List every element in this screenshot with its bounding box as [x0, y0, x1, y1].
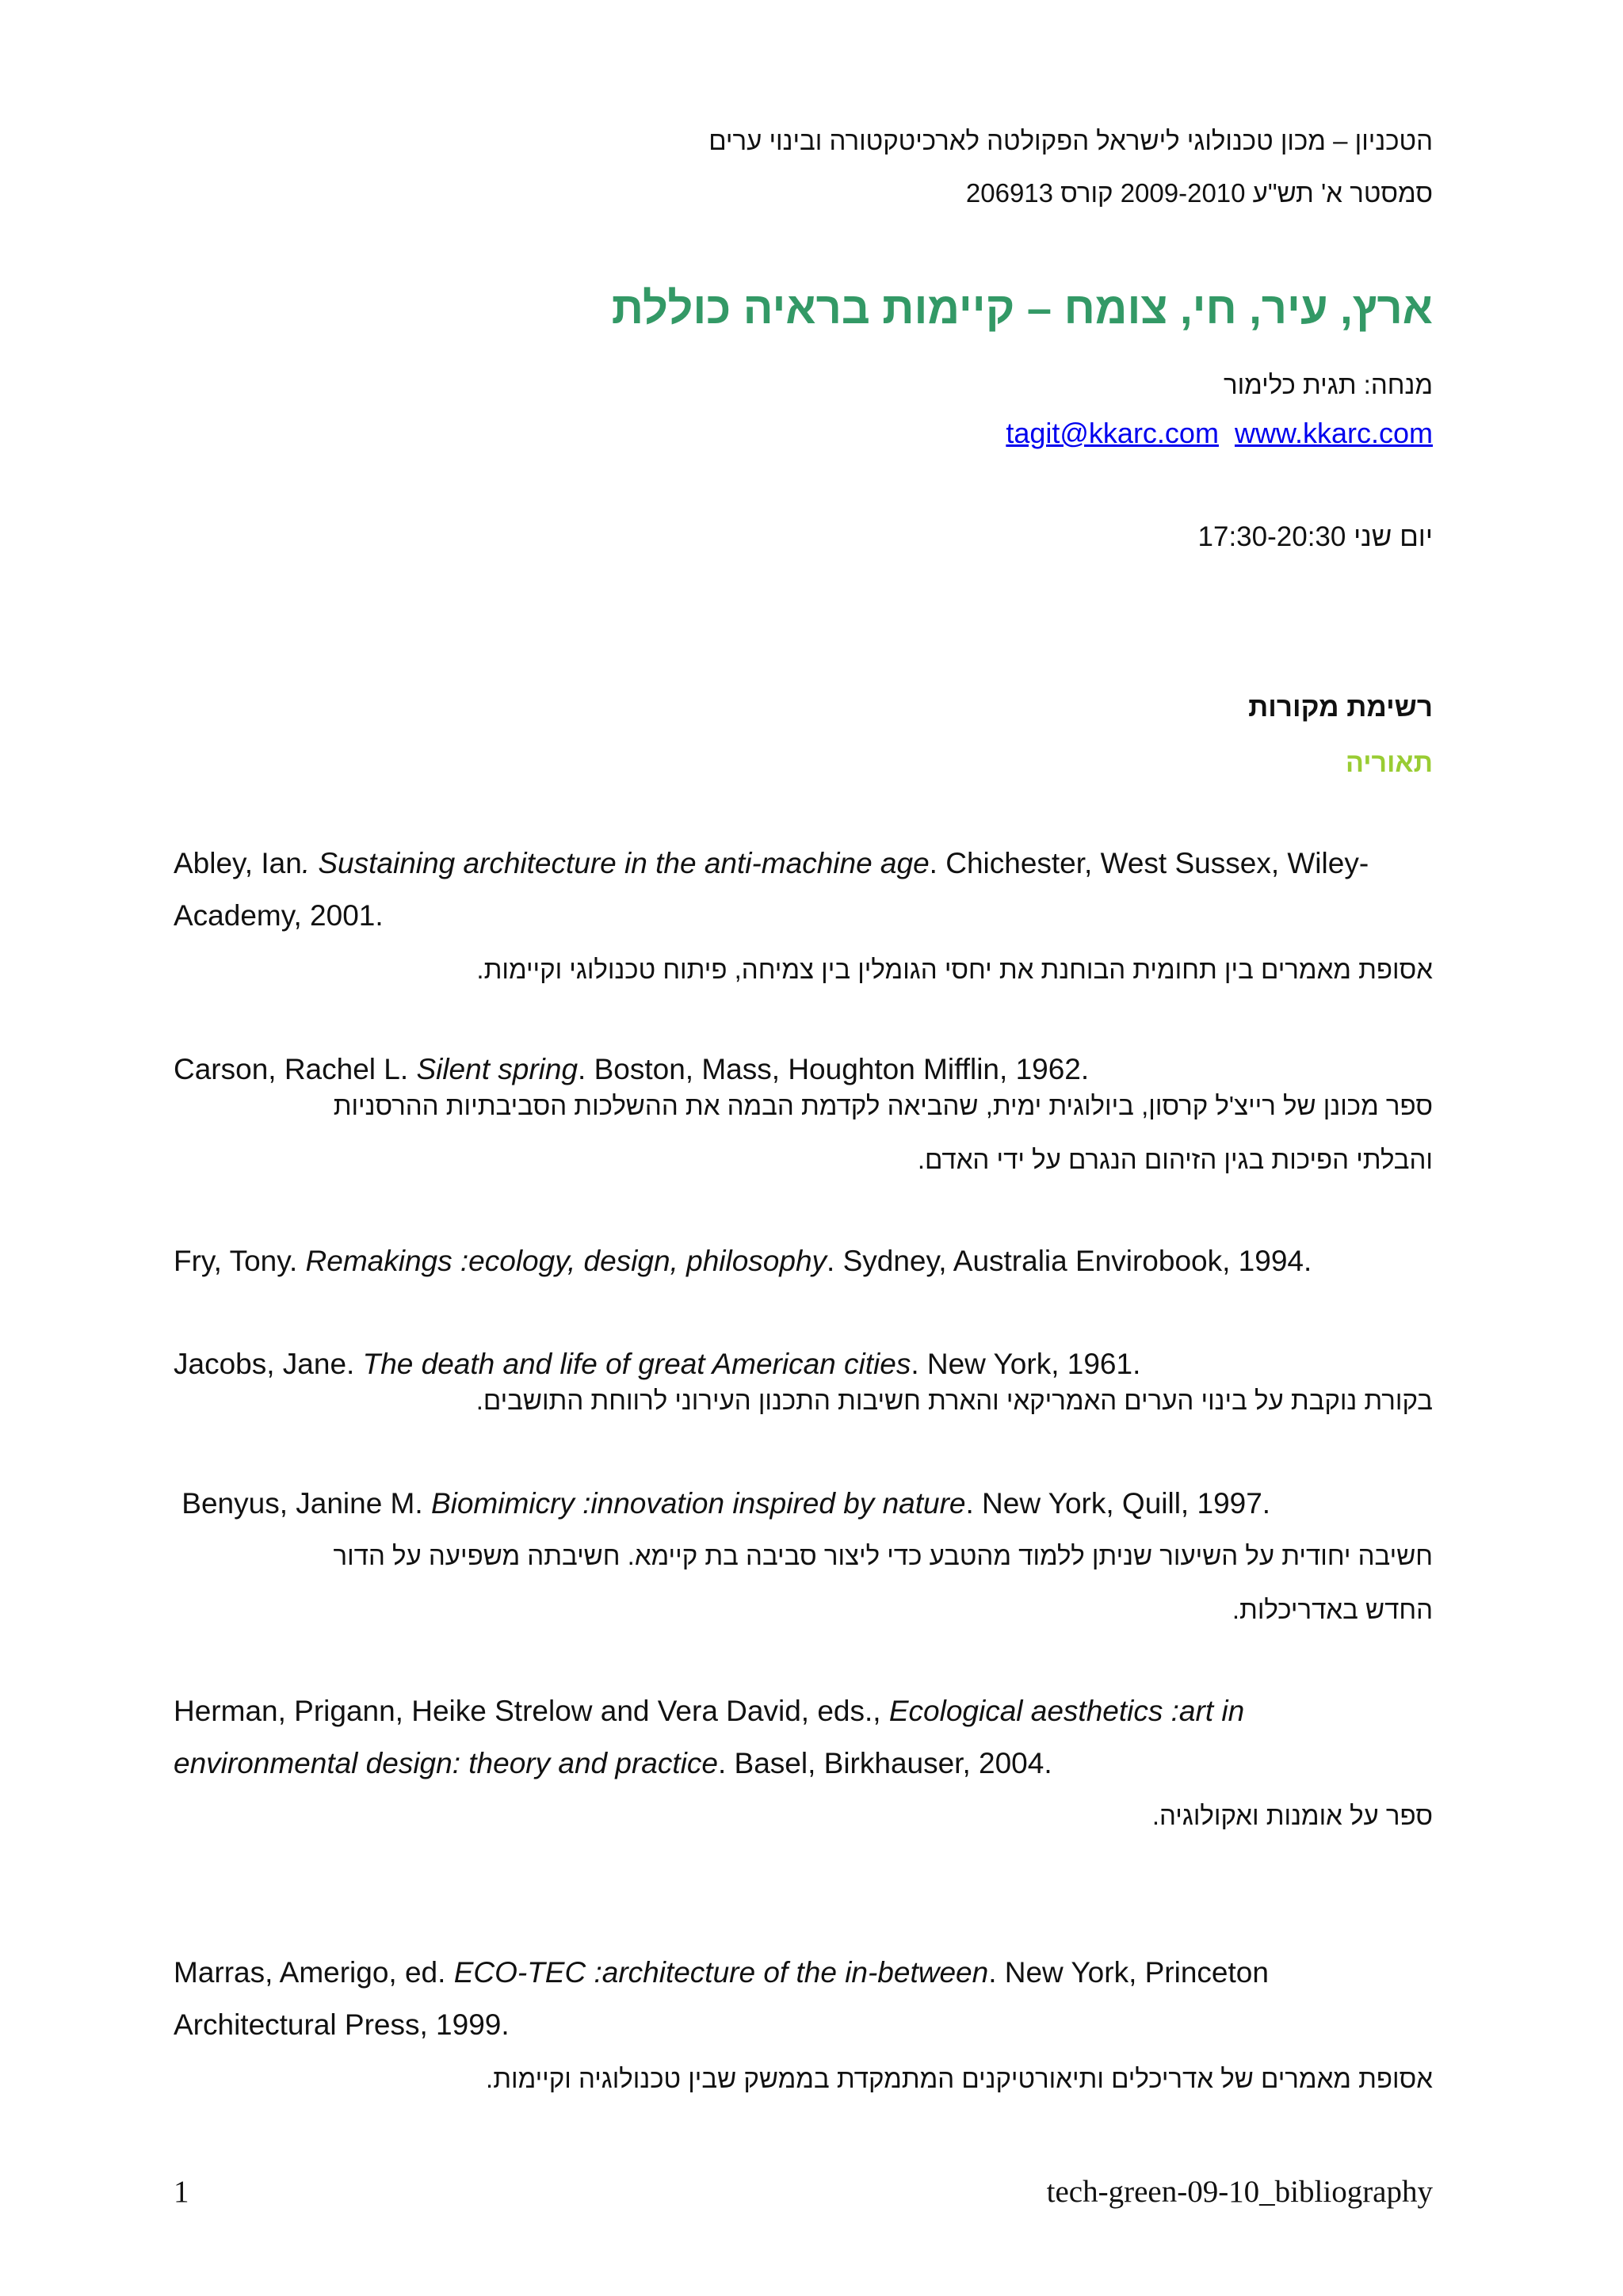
reference-4-note: בקורת נוקבת על בינוי הערים האמריקאי והארת חשיבות התכנון העירוני לרווחת התושבים.	[475, 1386, 1433, 1415]
reference-6-line-2	[174, 1746, 1052, 1781]
reference-title: Silent spring	[416, 1053, 579, 1085]
subsection-title: תאוריה	[1345, 748, 1433, 778]
reference-title: The death and life of great American cities	[362, 1348, 911, 1380]
reference-author: Benyus, Janine M.	[174, 1487, 431, 1520]
contact-links	[1006, 418, 1433, 449]
reference-1-line-1	[174, 846, 1369, 881]
reference-publication: . Basel, Birkhauser, 2004.	[717, 1747, 1052, 1779]
reference-2-line-1	[174, 1052, 1089, 1087]
reference-5-note-line-2: החדש באדריכלות.	[1232, 1595, 1433, 1624]
reference-5-line-1	[174, 1486, 1270, 1521]
section-title: רשימת מקורות	[1248, 692, 1433, 723]
reference-title: Remakings :ecology, design, philosophy	[305, 1245, 827, 1277]
reference-title: Biomimicry :innovation inspired by nature	[430, 1487, 966, 1520]
reference-author: Jacobs, Jane.	[174, 1348, 363, 1380]
reference-title-continued: environmental design: theory and practice	[174, 1747, 718, 1779]
reference-7-line-2: Architectural Press, 1999.	[174, 2008, 510, 2041]
reference-6-note: ספר על אומנות ואקולוגיה.	[1151, 1801, 1433, 1830]
schedule-line: יום שני 17:30-20:30	[1197, 521, 1433, 552]
reference-title: . Sustaining architecture in the anti-machine age	[301, 847, 930, 879]
reference-6-line-1	[174, 1694, 1244, 1729]
institution-line: הטכניון – מכון טכנולוגי לישראל הפקולטה לארכיטקטורה ובינוי ערים	[708, 126, 1433, 155]
reference-author: Fry, Tony.	[174, 1245, 306, 1277]
reference-publication: . New York, 1961.	[911, 1348, 1141, 1380]
semester-course-line: סמסטר א' תש"ע 2009-2010 קורס 206913	[965, 178, 1433, 208]
reference-publication: . New York, Princeton	[988, 1956, 1269, 1989]
reference-4-line-1	[174, 1347, 1140, 1382]
reference-5-note-line-1: חשיבה יחודית על השיעור שניתן ללמוד מהטבע כדי ליצור סביבה בת קיימא. חשיבתה משפיעה על הדור	[333, 1541, 1433, 1570]
reference-author: Marras, Amerigo, ed.	[174, 1956, 454, 1989]
reference-author: Abley, Ian	[174, 847, 302, 879]
reference-author: Herman, Prigann, Heike Strelow and Vera David, eds.,	[174, 1695, 889, 1727]
reference-author: Carson, Rachel L.	[174, 1053, 417, 1085]
website-link[interactable]: www.kkarc.com	[1234, 417, 1433, 449]
reference-publication: . Chichester, West Sussex, Wiley-	[929, 847, 1369, 879]
reference-3-line-1	[174, 1244, 1312, 1279]
reference-1-note: אסופת מאמרים בין תחומית הבוחנת את יחסי הגומלין בין צמיחה, פיתוח טכנולוגי וקיימות.	[476, 955, 1433, 984]
reference-publication: . Sydney, Australia Envirobook, 1994.	[827, 1245, 1312, 1277]
reference-1-line-2: Academy, 2001.	[174, 899, 384, 932]
reference-title: ECO-TEC :architecture of the in-between	[453, 1956, 989, 1989]
reference-publication: . Boston, Mass, Houghton Mifflin, 1962.	[578, 1053, 1090, 1085]
reference-7-line-1	[174, 1955, 1269, 1990]
reference-publication: . New York, Quill, 1997.	[965, 1487, 1271, 1520]
reference-7-note: אסופת מאמרים של אדריכלים ותיאורטיקנים המתמקדת בממשק שבין טכנולוגיה וקיימות.	[486, 2064, 1433, 2093]
document-title: ארץ, עיר, חי, צומח – קיימות בראיה כוללת	[611, 283, 1433, 333]
instructor-line: מנחה: תגית כלימור	[1223, 370, 1433, 399]
reference-2-note-line-2: והבלתי הפיכות בגין הזיהום הנגרם על ידי האדם.	[917, 1145, 1433, 1174]
page-number: 1	[174, 2175, 189, 2209]
footer-filename: tech-green-09-10_bibliography	[1046, 2175, 1433, 2209]
reference-2-note-line-1: ספר מכונן של רייצ'ל קרסון, ביולוגית ימית, שהביאה לקדמת הבמה את ההשלכות הסביבתיות ההרסניות	[333, 1091, 1433, 1120]
email-link[interactable]: tagit@kkarc.com	[1006, 417, 1219, 449]
reference-title: Ecological aesthetics :art in	[888, 1695, 1245, 1727]
